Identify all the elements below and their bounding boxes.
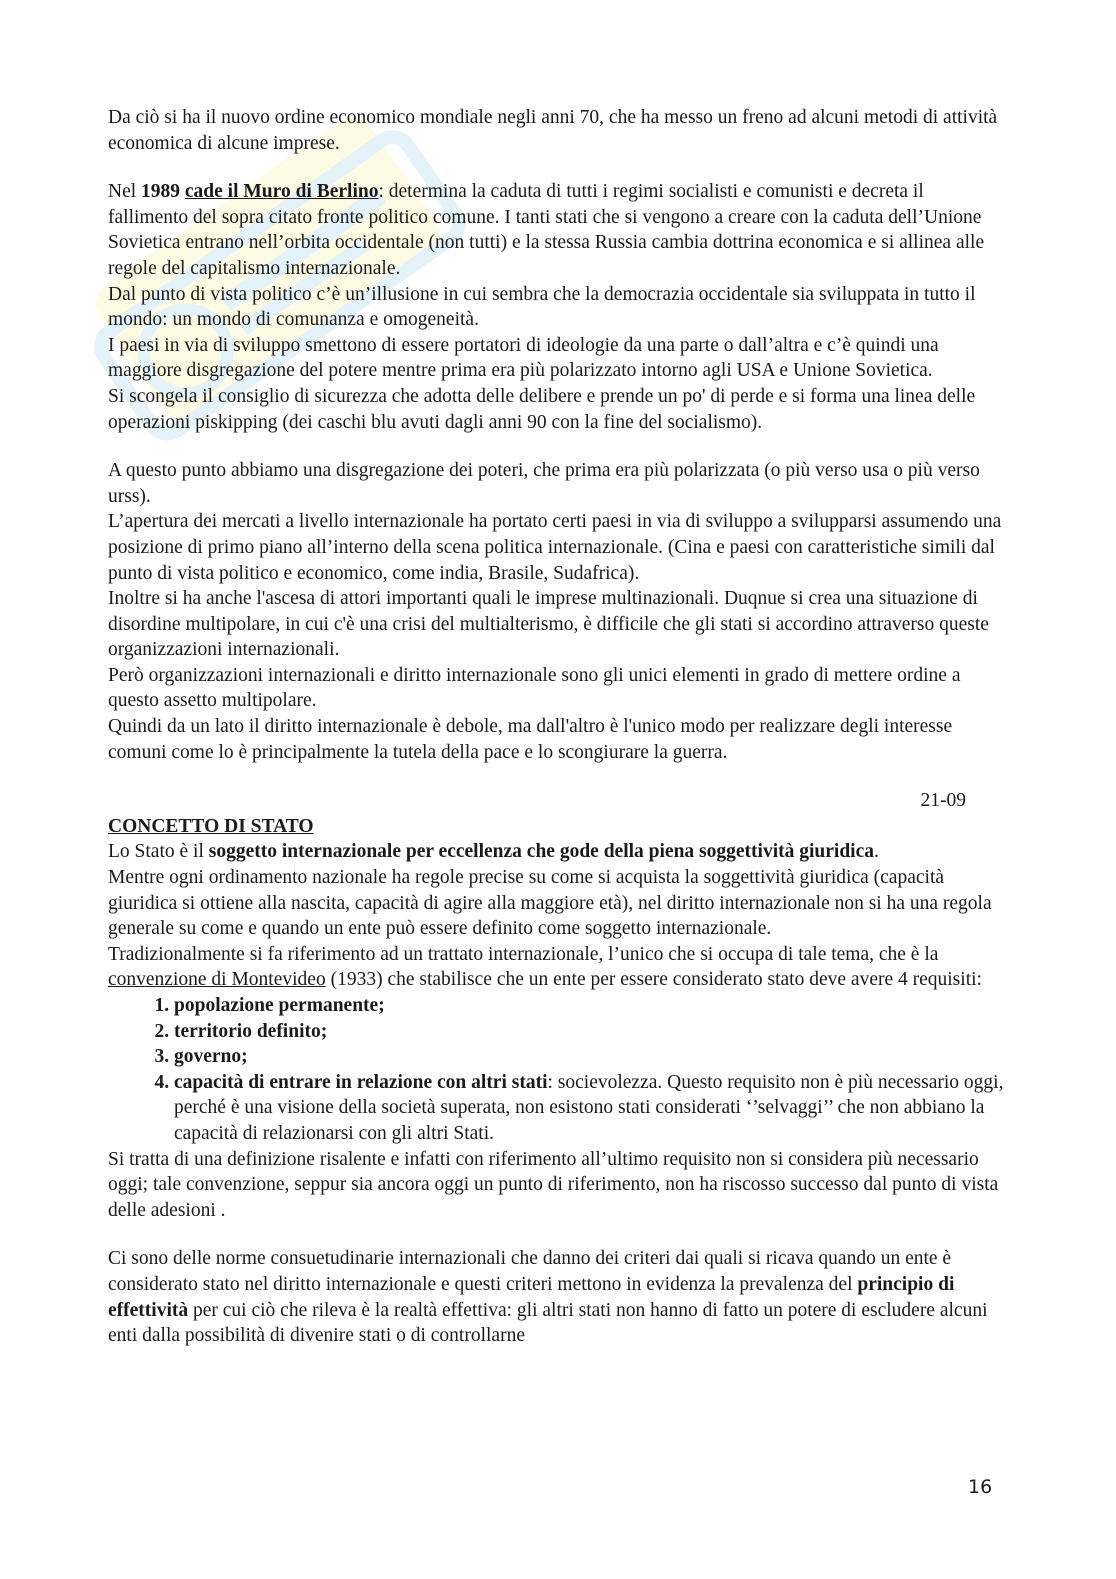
- paragraph: [108, 105, 1008, 156]
- paragraph-text: Da ciò si ha il nuovo ordine economico mondiale negli anni 70, che ha messo un freno ad alcuni metodi di attività economica di alcune imprese.: [108, 107, 998, 154]
- paragraph: [108, 333, 1008, 384]
- paragraph-text: Dal punto di vista politico c’è un’illusione in cui sembra che la democrazia occidentale sia sviluppata in tutto il mondo: un mondo di comunanza e omogeneità.: [108, 283, 976, 331]
- paragraph-text: Si tratta di una definizione risalente e infatti con riferimento all’ultimo requisito non si considera più necessario oggi; tale convenzione, seppur sia ancora oggi un punto di riferimento, non ha riscosso successo dal punto di vista delle adesioni .: [108, 1148, 999, 1221]
- paragraph: [108, 865, 1008, 942]
- requirement-item: [174, 1019, 1008, 1045]
- text-run: .: [874, 841, 879, 863]
- paragraph-text: Quindi da un lato il diritto internazionale è debole, ma dall'altro è l'unico modo per realizzare degli interesse comuni come lo è principalmente la tutela della pace e lo scongiurare la guerra.: [108, 716, 953, 763]
- berlin-wall-emphasis: cade il Muro di Berlino: [184, 181, 379, 203]
- paragraph-text: Però organizzazioni internazionali e diritto internazionale sono gli unici elementi in grado di mettere ordine a questo assetto multipolare.: [108, 664, 961, 712]
- text-run: (1933) che stabilisce che un ente per essere considerato stato deve avere 4 requisiti:: [325, 969, 982, 991]
- text-run: Nel: [108, 181, 142, 203]
- paragraph-text: A questo punto abbiamo una disgregazione dei poteri, che prima era più polarizzata (o più verso usa o più verso urss).: [108, 460, 980, 507]
- requirement-item: [174, 993, 1008, 1019]
- paragraph: [108, 663, 1008, 714]
- requirement-text: governo;: [174, 1046, 248, 1068]
- paragraph-gap: [108, 765, 1008, 788]
- requirement-text: popolazione permanente;: [174, 995, 385, 1016]
- bold-definition: soggetto internazionale per eccellenza che gode della piena soggettività giuridica: [208, 841, 874, 863]
- text-run: per cui ciò che rileva è la realtà effettiva: gli altri stati non hanno di fatto un potere di escludere alcuni enti dalla possibilità di divenire stati o di controllarne: [108, 1299, 988, 1347]
- paragraph: [108, 714, 1008, 765]
- requirement-item: [174, 1044, 1008, 1070]
- montevideo-convention-emphasis: convenzione di Montevideo: [108, 969, 326, 991]
- section-heading: CONCETTO DI STATO: [108, 815, 314, 837]
- paragraph-gap: [108, 1223, 1008, 1246]
- paragraph: [108, 1147, 1008, 1224]
- text-run: Tradizionalmente si fa riferimento ad un trattato internazionale, l’unico che si occupa di tale tema, che è la: [108, 943, 939, 965]
- paragraph-gap: [108, 156, 1008, 179]
- requirement-explanation: : socievolezza. Questo requisito non è più necessario oggi, perché è una visione della società superata, non esistono stati considerati ‘’selvaggi’’ che non abbiano la capacità di relazionarsi con gli altri Stati.: [174, 1071, 1004, 1144]
- paragraph-text: I paesi in via di sviluppo smettono di essere portatori di ideologie da una parte o dall’altra e c’è quindi una maggiore disgregazione del potere mentre prima era più polarizzato intorno agli USA e Unione Sovietica.: [108, 334, 939, 382]
- paragraph: [108, 282, 1008, 333]
- effectiveness-principle: principio di effettività: [108, 1273, 955, 1321]
- paragraph-text: L’apertura dei mercati a livello internazionale ha portato certi paesi in via di sviluppo a svilupparsi assumendo una posizione di primo piano all’interno della scena politica internazionale. (Cina e paesi con caratteristiche simili dal punto di vista politico e economico, come india, Brasile, Sudafrica).: [108, 511, 1002, 584]
- paragraph: [108, 586, 1008, 663]
- paragraph: [108, 509, 1008, 586]
- requirement-text: territorio definito;: [174, 1020, 328, 1042]
- requirement-item: [174, 1070, 1008, 1147]
- paragraph: [108, 458, 1008, 509]
- paragraph-berlin-wall: [108, 179, 1008, 281]
- paragraph-state-intro: [108, 839, 1008, 865]
- page-number: 16: [968, 1476, 993, 1498]
- document-body: [108, 105, 1008, 1349]
- paragraph-text: Mentre ogni ordinamento nazionale ha regole precise su come si acquista la soggettività giuridica (capacità giuridica si ottiene alla nascita, capacità di agire alla maggiore età), nel diritto internazionale non si ha una regola generale su come e quando un ente può essere definito come soggetto internazionale.: [108, 867, 992, 940]
- text-run: : determina la caduta di tutti i regimi socialisti e comunisti e decreta il fallimento del sopra citato fronte politico comune. I tanti stati che si vengono a creare con la caduta dell’Unione Sovietica entrano nell’orbita occidentale (non tutti) e la stessa Russia cambia dottrina economica e si allinea alle regole del capitalismo internazionale.: [108, 181, 985, 279]
- requirement-text: capacità di entrare in relazione con altri stati: [174, 1071, 548, 1093]
- text-run: Lo Stato è il: [108, 841, 209, 863]
- lecture-date: 21-09: [920, 790, 966, 812]
- paragraph-text: Si scongela il consiglio di sicurezza che adotta delle delibere e prende un po' di perde e si forma una linea delle operazioni piskipping (dei caschi blu avuti dagli anni 90 con la fine del socialismo).: [108, 385, 976, 433]
- text-run: Ci sono delle norme consuetudinarie internazionali che danno dei criteri dai quali si ricava quando un ente è considerato stato nel diritto internazionale e questi criteri mettono in evidenza la prevalenza del: [108, 1248, 952, 1295]
- requirements-list: [108, 993, 1008, 1147]
- paragraph-text: Inoltre si ha anche l'ascesa di attori importanti quali le imprese multinazionali. Duqnue si crea una situazione di disordine multipolare, in cui c'è una crisi del multialterismo, è difficile che gli stati si accordino attraverso queste organizzazioni internazionali.: [108, 588, 989, 661]
- paragraph-gap: [108, 435, 1008, 458]
- paragraph: [108, 384, 1008, 435]
- paragraph-effectiveness: [108, 1246, 1008, 1348]
- paragraph-montevideo: [108, 942, 1008, 993]
- year-1989: 1989: [141, 181, 181, 203]
